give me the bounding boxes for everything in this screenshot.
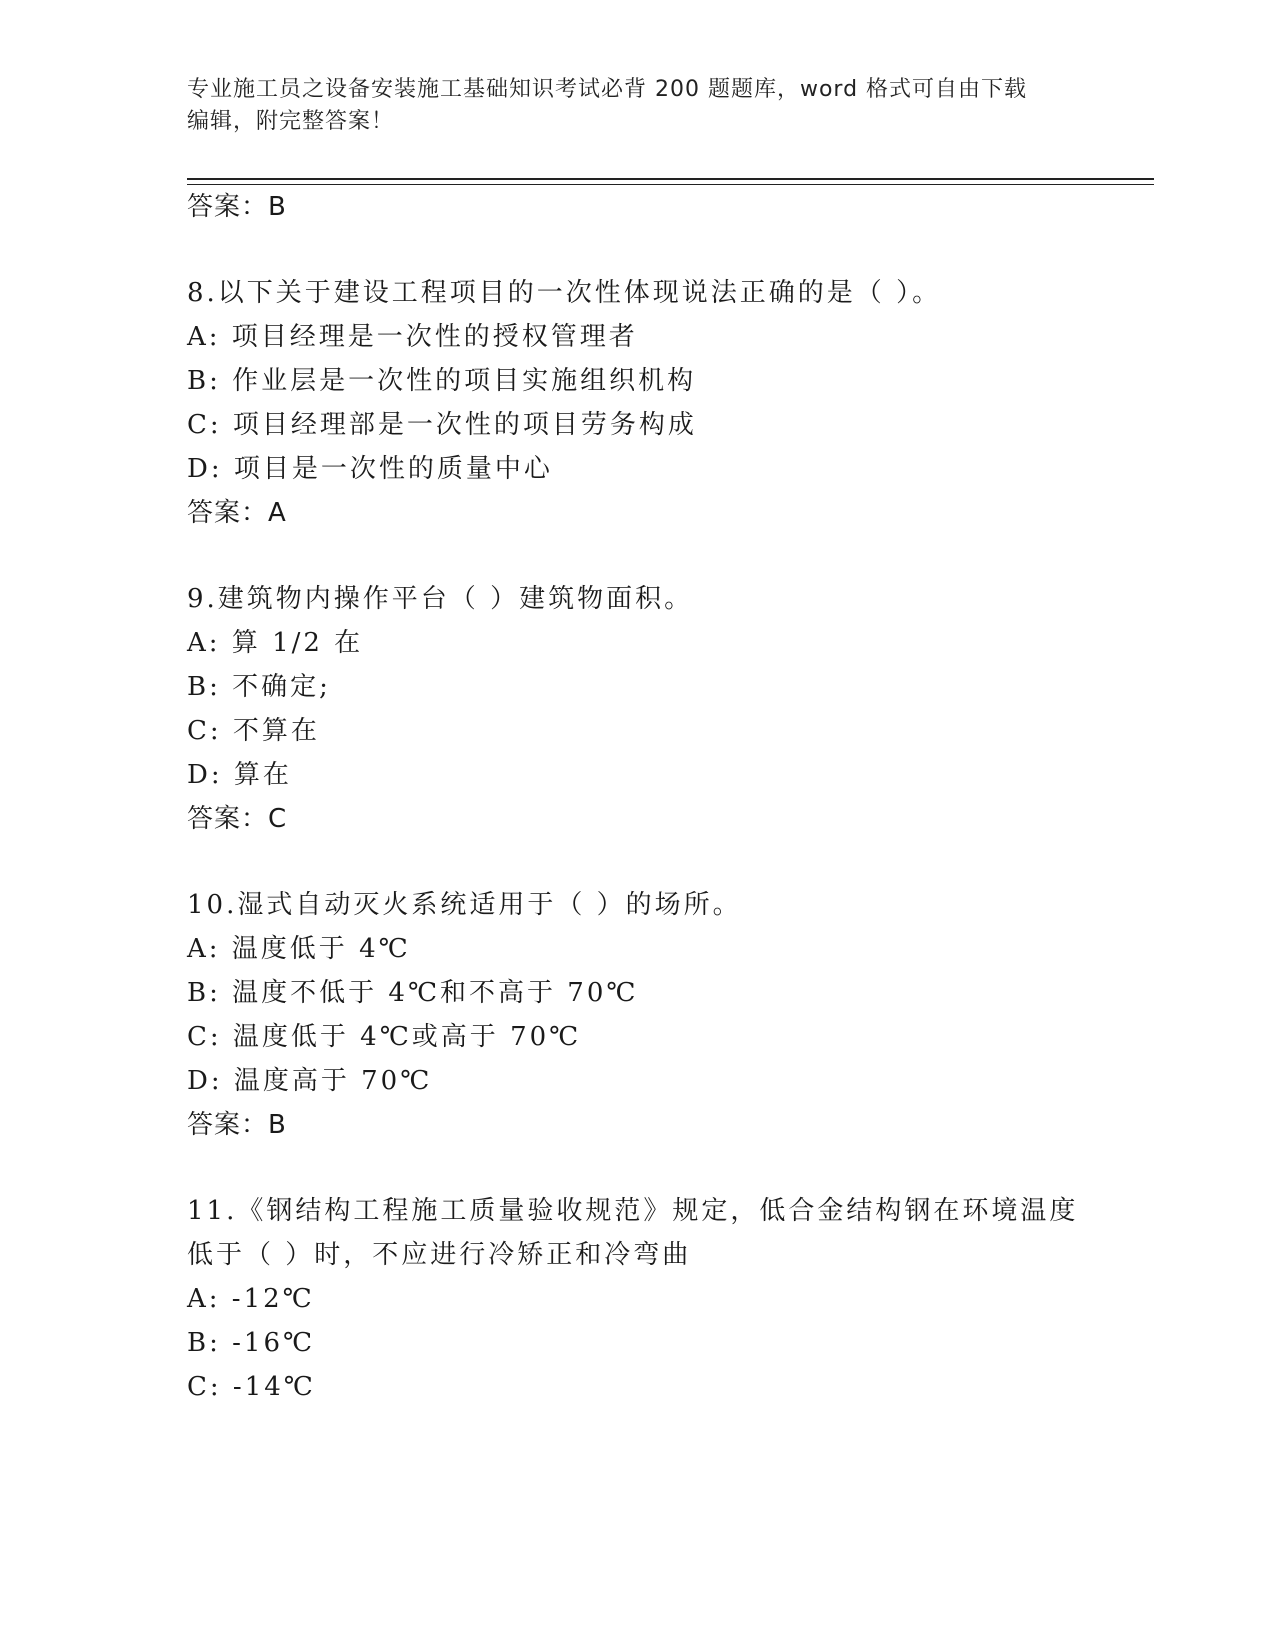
- question-9-option-a: A: 算 1/2 在: [187, 628, 364, 658]
- question-9-answer: 答案：C: [187, 804, 288, 834]
- question-11-option-c: C: -14℃: [187, 1372, 316, 1402]
- question-9-stem: 9.建筑物内操作平台（ ）建筑物面积。: [187, 584, 694, 614]
- question-10-option-a: A: 温度低于 4℃: [187, 934, 411, 964]
- page-header: [187, 74, 1077, 138]
- header-line-1: 专业施工员之设备安装施工基础知识考试必背 200 题题库，word 格式可自由下载: [187, 77, 1028, 102]
- question-10-option-c: C: 温度低于 4℃或高于 70℃: [187, 1022, 582, 1052]
- question-11-stem-line-1: 11.《钢结构工程施工质量验收规范》规定，低合金结构钢在环境温度: [187, 1196, 1079, 1226]
- question-8-option-d: D: 项目是一次性的质量中心: [187, 454, 553, 484]
- question-8-stem: 8.以下关于建设工程项目的一次性体现说法正确的是（ ）。: [187, 278, 942, 308]
- previous-answer: 答案：B: [187, 192, 287, 222]
- question-11-option-b: B: -16℃: [187, 1328, 316, 1358]
- question-11-option-a: A: -12℃: [187, 1284, 315, 1314]
- question-8-answer: 答案：A: [187, 498, 287, 528]
- question-10-option-b: B: 温度不低于 4℃和不高于 70℃: [187, 978, 639, 1008]
- question-8-option-b: B: 作业层是一次性的项目实施组织机构: [187, 366, 697, 396]
- question-9-option-b: B: 不确定;: [187, 672, 331, 702]
- header-line-2: 编辑，附完整答案！: [187, 109, 395, 134]
- question-9-option-c: C: 不算在: [187, 716, 320, 746]
- question-8-option-a: A: 项目经理是一次性的授权管理者: [187, 322, 638, 352]
- question-10-answer: 答案：B: [187, 1110, 287, 1140]
- header-divider-thin: [187, 184, 1154, 185]
- question-11-stem-line-2: 低于（ ）时，不应进行冷矫正和冷弯曲: [187, 1240, 692, 1270]
- question-10-option-d: D: 温度高于 70℃: [187, 1066, 433, 1096]
- question-9-option-d: D: 算在: [187, 760, 292, 790]
- question-8-option-c: C: 项目经理部是一次性的项目劳务构成: [187, 410, 697, 440]
- question-10-stem: 10.湿式自动灭火系统适用于（ ）的场所。: [187, 890, 742, 920]
- header-divider: [187, 178, 1154, 180]
